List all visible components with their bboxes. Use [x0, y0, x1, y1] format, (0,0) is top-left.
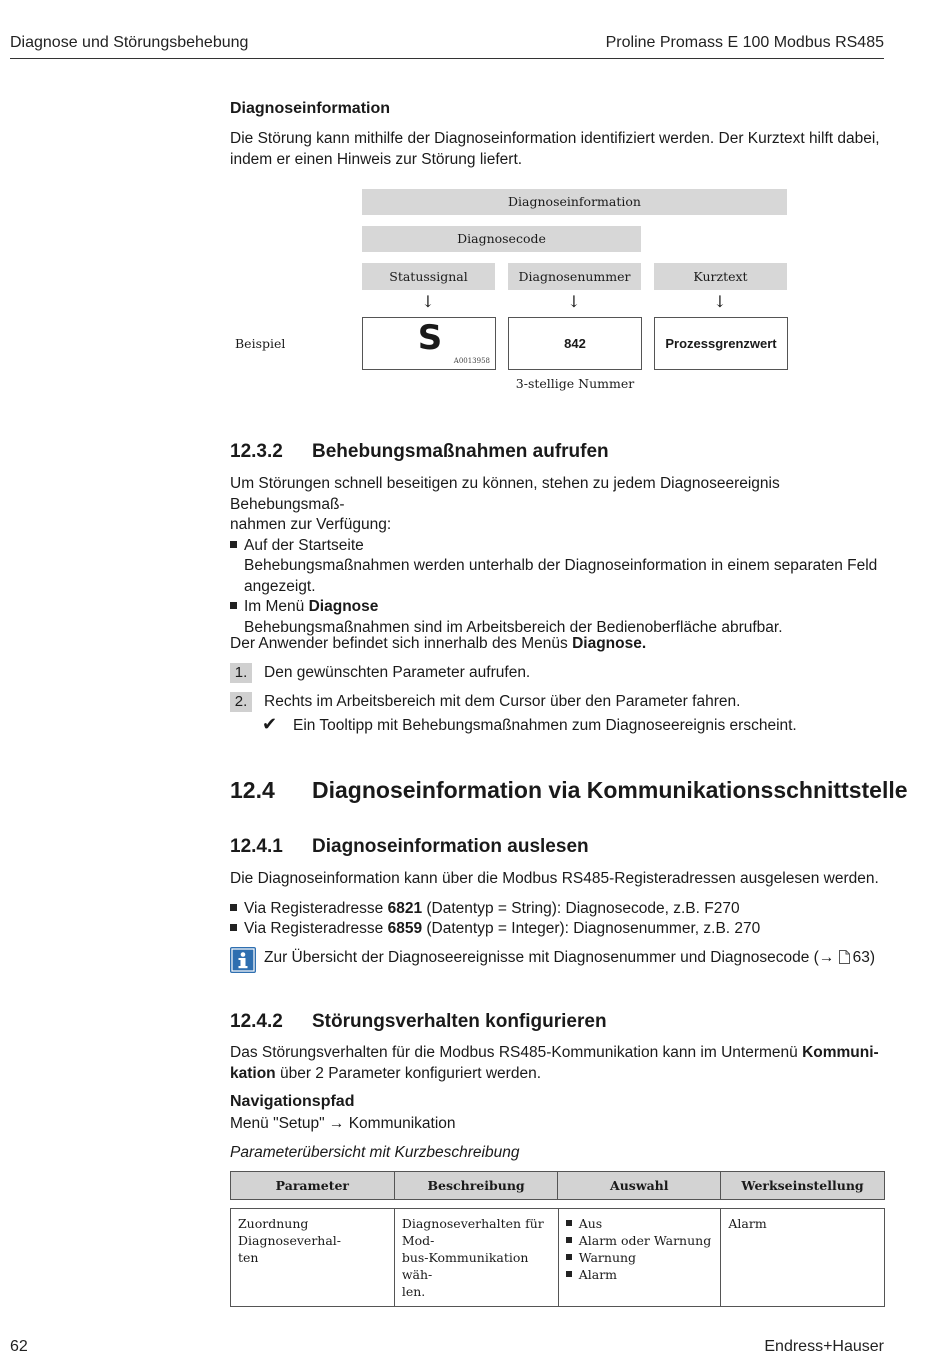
paragraph-line: Die Diagnoseinformation kann über die Modbus RS485-Registeradressen ausgelesen werden. — [230, 870, 879, 887]
paragraph-line: Um Störungen schnell beseitigen zu können, stehen zu jedem Diagnoseereignis Behebungsmaß- — [230, 475, 780, 513]
list-item — [230, 899, 890, 920]
diagnoseinfo-text-line: indem er einen Hinweis zur Störung liefert. — [230, 150, 523, 168]
table-header-cell: Auswahl — [558, 1172, 721, 1200]
table-cell-options — [558, 1209, 721, 1307]
arrow-down-icon: ↓ — [713, 292, 727, 311]
list-text: (Datentyp = Integer): Diagnosenummer, z.B. 270 — [422, 920, 761, 937]
paragraph-text: über 2 Parameter konfiguriert werden. — [275, 1064, 542, 1082]
arrow-down-icon: ↓ — [421, 292, 435, 311]
step-text: Den gewünschten Parameter aufrufen. — [264, 664, 531, 681]
info-note-text: Zur Übersicht der Diagnoseereignisse mit Diagnosenummer und Diagnosecode (→ — [264, 949, 839, 966]
section-title: Diagnoseinformation via Kommunikationsschnittstelle — [312, 777, 908, 803]
option-item — [566, 1215, 714, 1232]
table-header-cell: Beschreibung — [394, 1172, 558, 1200]
diagram-col-kurztext: Kurztext — [654, 263, 787, 290]
user-context-line — [230, 634, 646, 655]
table-row — [231, 1209, 885, 1307]
option-label: Warnung — [578, 1250, 637, 1265]
footer-page-number: 62 — [10, 1338, 28, 1355]
bullet-icon — [566, 1271, 572, 1277]
option-label: Alarm oder Warnung — [578, 1233, 712, 1248]
list-item-text: Behebungsmaßnahmen sind im Arbeitsbereich der Bedienoberfläche abrufbar. — [244, 618, 783, 636]
cell-line: Zuordnung Diagnoseverhal- — [238, 1216, 342, 1248]
list-item — [230, 919, 890, 940]
bullet-icon — [230, 924, 237, 931]
info-note — [264, 948, 875, 971]
section-12-4-1-body — [230, 869, 890, 940]
diagram-image-id: A0013958 — [453, 357, 490, 365]
nav-path-heading: Navigationspfad — [230, 1093, 355, 1110]
diagram-number-box: 842 — [508, 317, 642, 370]
paragraph-text: Das Störungsverhalten für die Modbus RS485-Kommunikation kann im Untermenü — [230, 1044, 803, 1061]
section-number: 12.3.2 — [230, 441, 283, 462]
section-title: Diagnoseinformation auslesen — [312, 836, 589, 857]
diagram-caption: 3-stellige Nummer — [515, 376, 635, 391]
section-number: 12.4.1 — [230, 836, 283, 857]
parameter-table-header — [230, 1171, 885, 1200]
bullet-icon — [566, 1220, 572, 1226]
paragraph-line: nahmen zur Verfügung: — [230, 516, 392, 533]
cell-line: ten — [238, 1250, 259, 1265]
table-cell-parameter — [231, 1209, 395, 1307]
list-text: Via Registeradresse — [244, 920, 388, 937]
section-12-4-2-heading — [230, 1011, 607, 1033]
diagram-example-label: Beispiel — [235, 336, 286, 351]
table-header-cell: Werkseinstellung — [721, 1172, 885, 1200]
nav-path: Menü "Setup" → Kommunikation — [230, 1115, 456, 1132]
section-12-4-heading — [230, 777, 908, 804]
option-item — [566, 1232, 714, 1249]
table-header-cell: Parameter — [231, 1172, 395, 1200]
cell-line: len. — [401, 1284, 426, 1299]
list-item-text: angezeigt. — [244, 577, 316, 595]
section-number: 12.4 — [230, 777, 275, 803]
diagram-kurztext-box: Prozessgrenzwert — [654, 317, 788, 370]
list-text: Via Registeradresse — [244, 899, 388, 917]
section-12-4-2-body — [230, 1043, 890, 1084]
section-12-3-2-heading — [230, 441, 609, 463]
bullet-icon — [230, 904, 237, 911]
list-item — [230, 597, 890, 618]
diagram-status-box — [362, 317, 496, 370]
header-product-title: Proline Promass E 100 Modbus RS485 — [605, 34, 884, 51]
option-item — [566, 1249, 714, 1266]
list-item — [230, 536, 890, 557]
diagnoseinfo-text — [230, 129, 890, 170]
table-caption: Parameterübersicht mit Kurzbeschreibung — [230, 1144, 520, 1161]
diagnoseinfo-heading: Diagnoseinformation — [230, 100, 391, 117]
register-address: 6821 — [387, 899, 423, 917]
list-text: (Datentyp = String): Diagnosecode, z.B. F270 — [422, 899, 740, 917]
bullet-icon — [230, 541, 237, 548]
menu-name-bold: Diagnose. — [572, 635, 647, 652]
register-address: 6859 — [387, 920, 423, 937]
option-item — [566, 1266, 714, 1283]
info-page-number[interactable]: 63) — [852, 949, 876, 966]
menu-name-bold: kation — [230, 1064, 276, 1082]
section-12-3-2-body — [230, 474, 890, 638]
diagram-top-box: Diagnoseinformation — [362, 189, 787, 215]
page-reference-icon — [839, 950, 850, 971]
table-cell-default — [721, 1209, 885, 1307]
diagnoseinfo-text-line: Die Störung kann mithilfe der Diagnoseinformation identifiziert werden. Der Kurztext hilft dabei, — [230, 130, 880, 147]
default-value: Alarm — [728, 1216, 767, 1231]
diagram-code-box: Diagnosecode — [362, 226, 641, 252]
section-12-4-1-heading — [230, 836, 589, 858]
status-signal-s-icon: S — [417, 318, 443, 358]
step-result-text: Ein Tooltipp mit Behebungsmaßnahmen zum Diagnoseereignis erscheint. — [293, 717, 797, 734]
table-cell-description — [394, 1209, 558, 1307]
list-item-title: Im Menü — [244, 598, 309, 615]
parameter-table — [230, 1208, 885, 1307]
arrow-down-icon: ↓ — [567, 292, 581, 311]
step-number-badge: 2. — [230, 692, 252, 712]
step-text: Rechts im Arbeitsbereich mit dem Cursor über den Parameter fahren. — [264, 693, 741, 710]
option-label: Alarm — [578, 1267, 618, 1282]
step-number-badge: 1. — [230, 663, 252, 683]
bullet-icon — [566, 1254, 572, 1260]
footer-brand: Endress+Hauser — [764, 1338, 884, 1355]
section-number: 12.4.2 — [230, 1011, 283, 1032]
menu-name-bold: Diagnose — [308, 598, 379, 615]
diagram-col-diagnosenummer: Diagnosenummer — [508, 263, 641, 290]
header-chapter-title: Diagnose und Störungsbehebung — [10, 34, 249, 51]
info-icon — [230, 947, 256, 973]
bullet-icon — [566, 1237, 572, 1243]
menu-name-bold: Kommuni- — [802, 1044, 879, 1061]
header-rule — [10, 58, 884, 59]
bullet-icon — [230, 602, 237, 609]
paragraph-line — [230, 1064, 890, 1085]
paragraph-line — [230, 1043, 890, 1064]
cell-line: bus-Kommunikation wäh- — [401, 1250, 529, 1282]
option-label: Aus — [578, 1216, 603, 1231]
section-title: Störungsverhalten konfigurieren — [312, 1011, 607, 1032]
list-item-text: Behebungsmaßnahmen werden unterhalb der Diagnoseinformation in einem separaten Feld — [244, 557, 878, 574]
diagram-col-statussignal: Statussignal — [362, 263, 495, 290]
checkmark-icon: ✔ — [262, 714, 278, 735]
section-title: Behebungsmaßnahmen aufrufen — [312, 441, 609, 462]
list-item-title: Auf der Startseite — [244, 536, 364, 554]
cell-line: Diagnoseverhalten für Mod- — [401, 1216, 544, 1248]
user-context-text: Der Anwender befindet sich innerhalb des Menüs — [230, 635, 573, 652]
